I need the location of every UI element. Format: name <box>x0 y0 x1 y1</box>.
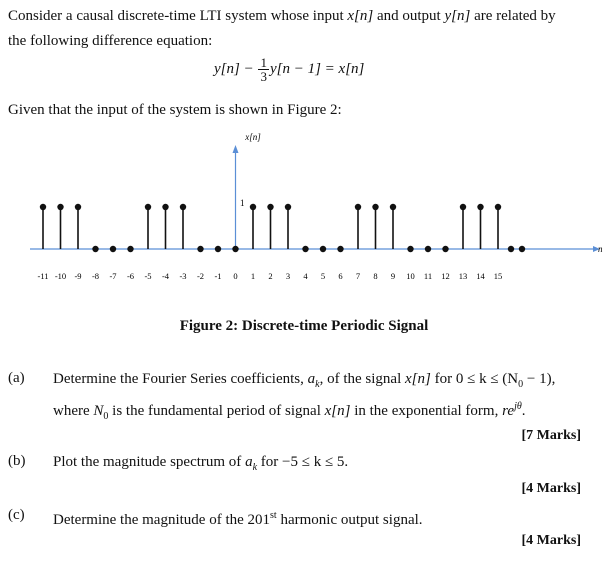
tick-label: -10 <box>54 271 67 281</box>
input-symbol: x[n] <box>347 8 374 24</box>
q-text: Plot the magnitude spectrum of <box>53 454 246 470</box>
equation-lhs: y[n] − <box>214 60 254 77</box>
tick-label: -5 <box>144 271 152 281</box>
intro-text: are related by <box>470 8 556 24</box>
signal-symbol: x[n] <box>405 371 431 387</box>
output-symbol: y[n] <box>444 8 471 24</box>
fraction-denominator: 3 <box>260 69 267 84</box>
question-c-label: (c) <box>8 507 25 523</box>
question-b-label: (b) <box>8 453 26 469</box>
stem-point <box>75 204 81 210</box>
stem-point <box>337 246 343 252</box>
tick-label: -8 <box>91 271 100 281</box>
difference-equation <box>214 56 364 86</box>
stem-point <box>267 204 273 210</box>
figure-caption: Figure 2: Discrete-time Periodic Signal <box>179 318 429 334</box>
tick-label: 2 <box>268 271 273 281</box>
tick-label: 1 <box>250 271 256 281</box>
question-c-line-1 <box>53 507 423 529</box>
stem-point <box>407 246 413 252</box>
n0-subscript: 0 <box>103 411 109 422</box>
tick-label: 14 <box>476 271 485 281</box>
n0-subscript: 0 <box>518 379 524 390</box>
tick-label: -1 <box>214 271 222 281</box>
y-axis-arrow <box>233 145 239 153</box>
stem-point <box>232 246 238 252</box>
tick-label: -9 <box>74 271 82 281</box>
stem-point <box>180 204 186 210</box>
stem-point <box>477 204 483 210</box>
equation-fraction <box>258 56 269 83</box>
stem-point <box>425 246 431 252</box>
q-text: is the fundamental period of signal <box>108 403 325 419</box>
stem-point <box>320 246 326 252</box>
ak-subscript: k <box>315 379 320 390</box>
intro-line-1 <box>8 7 556 25</box>
plot-tick-labels <box>37 271 502 281</box>
tick-label: -4 <box>161 271 170 281</box>
n0-symbol: N <box>93 403 104 419</box>
tick-label: -2 <box>196 271 205 281</box>
exp-form: re <box>502 403 515 419</box>
stem-point <box>302 246 308 252</box>
unit-label: 1 <box>240 198 245 208</box>
fraction-numerator: 1 <box>260 55 267 70</box>
intro-line-2: the following difference equation: <box>8 33 213 49</box>
tick-label: 4 <box>303 271 308 281</box>
continuation-dot <box>508 246 514 252</box>
tick-label: -3 <box>179 271 187 281</box>
stem-point <box>127 246 133 252</box>
tick-label: -7 <box>109 271 117 281</box>
ak-symbol: a <box>307 371 316 387</box>
stem-point <box>215 246 221 252</box>
stem-point <box>40 204 46 210</box>
signal-symbol: x[n] <box>324 403 351 419</box>
q-text: , of the signal <box>319 371 405 387</box>
range-text: for −5 ≤ k ≤ 5. <box>257 454 349 470</box>
q-text: − 1), <box>523 371 556 387</box>
given-text: Given that the input of the system is shown in Figure 2: <box>8 102 342 118</box>
stem-point <box>495 204 501 210</box>
ak-symbol: a <box>245 454 253 470</box>
q-text: Determine the Fourier Series coefficients, <box>53 371 308 387</box>
tick-label: 13 <box>458 271 468 281</box>
question-a-marks: [7 Marks] <box>521 428 581 443</box>
tick-label: -11 <box>37 271 49 281</box>
q-text: where <box>53 403 94 419</box>
intro-text: and output <box>373 8 445 24</box>
tick-label: 5 <box>320 271 326 281</box>
stem-point <box>162 204 168 210</box>
stem-point <box>92 246 98 252</box>
stem-point <box>372 204 378 210</box>
tick-label: 10 <box>406 271 415 281</box>
tick-label: 6 <box>338 271 343 281</box>
q-text: . <box>521 403 526 419</box>
tick-label: 0 <box>233 271 238 281</box>
stem-point <box>197 246 203 252</box>
tick-label: 3 <box>285 271 291 281</box>
q-text: harmonic output signal. <box>276 512 423 528</box>
range-text: for 0 ≤ k ≤ (N <box>430 371 519 387</box>
tick-label: 11 <box>423 271 433 281</box>
x-axis-label: n <box>598 244 603 254</box>
stem-point <box>57 204 63 210</box>
y-axis-label: x[n] <box>245 132 261 142</box>
stem-point <box>390 204 396 210</box>
question-c-marks: [4 Marks] <box>521 533 581 548</box>
question-b-line-1 <box>53 453 348 477</box>
question-a-line-1 <box>53 370 555 394</box>
intro-text: Consider a causal discrete-time LTI system whose input <box>8 8 348 24</box>
tick-label: 9 <box>390 271 396 281</box>
plot-stems <box>40 204 525 252</box>
q-text: in the exponential form, <box>350 403 503 419</box>
question-b-marks: [4 Marks] <box>521 481 581 496</box>
stem-point <box>442 246 448 252</box>
stem-point <box>250 204 256 210</box>
stem-point <box>460 204 466 210</box>
exp-superscript: jθ <box>514 401 522 412</box>
stem-plot <box>0 128 608 288</box>
ak-subscript: k <box>252 462 258 473</box>
stem-point <box>285 204 291 210</box>
stem-point <box>355 204 361 210</box>
ordinal-superscript: st <box>270 510 277 521</box>
plot-axes <box>30 145 600 252</box>
tick-label: 7 <box>355 271 361 281</box>
q-text: Determine the magnitude of the 201 <box>53 512 271 528</box>
equation-rhs: y[n − 1] = x[n] <box>269 60 365 77</box>
continuation-dot <box>519 246 525 252</box>
stem-point <box>145 204 151 210</box>
question-a-line-2 <box>53 398 526 426</box>
tick-label: -6 <box>126 271 135 281</box>
tick-label: 15 <box>493 271 503 281</box>
question-a-label: (a) <box>8 370 25 386</box>
tick-label: 8 <box>373 271 378 281</box>
tick-label: 12 <box>441 271 450 281</box>
stem-point <box>110 246 116 252</box>
